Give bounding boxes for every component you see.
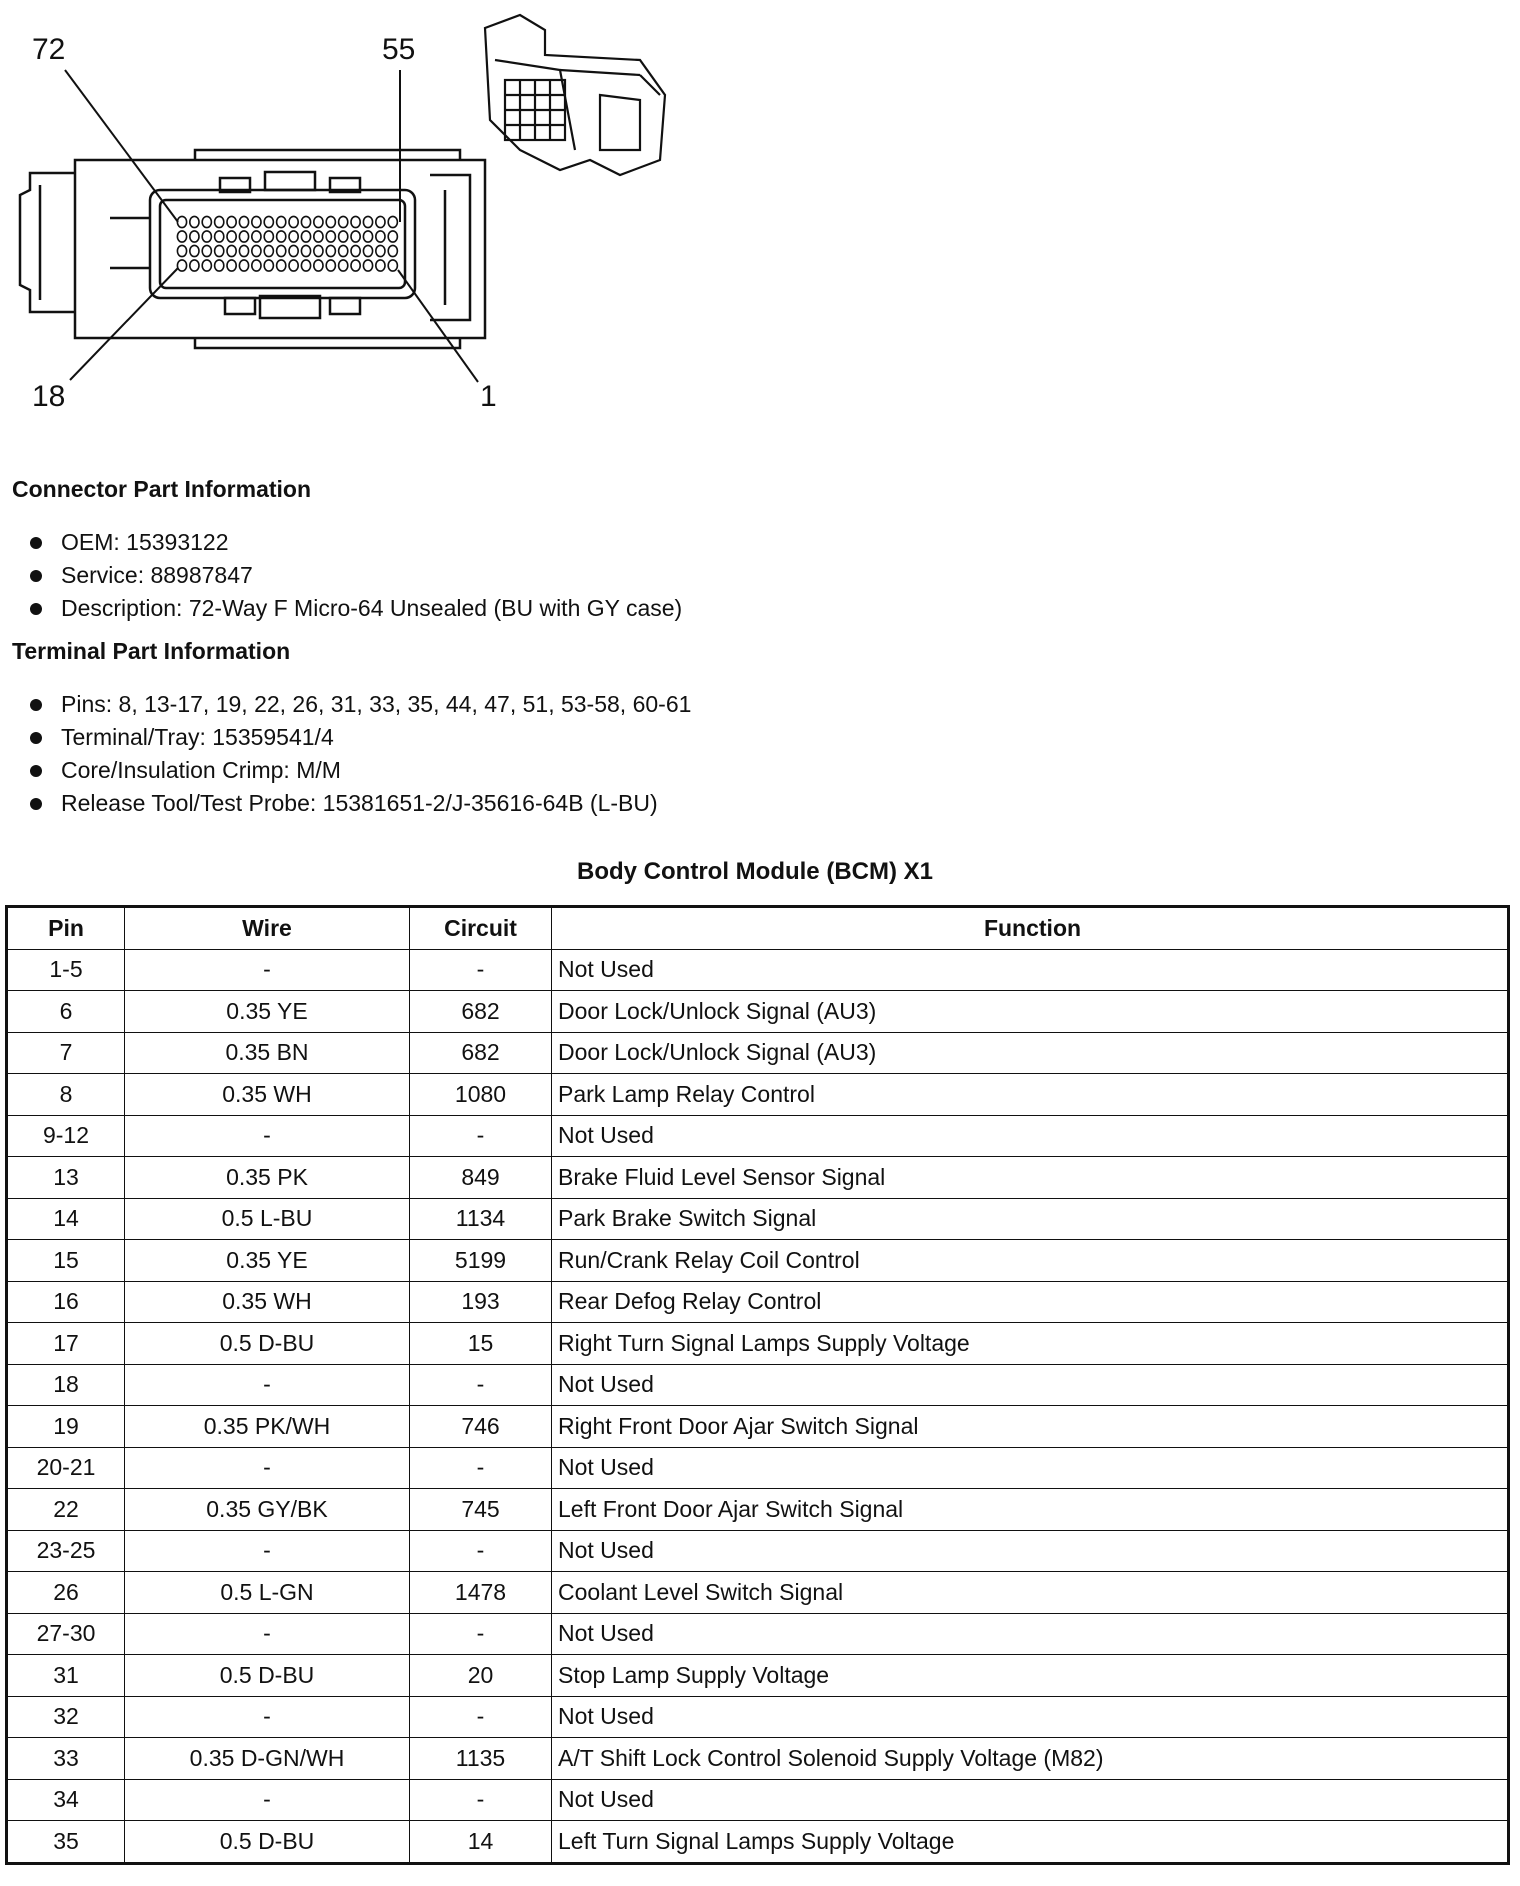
- cell-wire: -: [125, 1115, 410, 1157]
- leader-line-18: [70, 268, 178, 380]
- pin-hole: [190, 216, 199, 227]
- table-row: [7, 1489, 1509, 1531]
- cell-pin: 17: [7, 1323, 125, 1365]
- header-pin: Pin: [7, 907, 125, 950]
- cell-wire: -: [125, 1530, 410, 1572]
- cell-pin: 35: [7, 1821, 125, 1864]
- pin-hole: [289, 245, 298, 256]
- pin-hole: [326, 260, 335, 271]
- pin-hole: [314, 216, 323, 227]
- cell-function: Right Front Door Ajar Switch Signal: [552, 1406, 1509, 1448]
- cell-pin: 7: [7, 1032, 125, 1074]
- pin-hole: [202, 216, 211, 227]
- cell-wire: 0.35 WH: [125, 1074, 410, 1116]
- cell-wire: 0.5 L-BU: [125, 1198, 410, 1240]
- pin-hole: [215, 245, 224, 256]
- cell-wire: 0.35 YE: [125, 1240, 410, 1282]
- pin-hole: [388, 231, 397, 242]
- cell-pin: 13: [7, 1157, 125, 1199]
- cell-circuit: -: [410, 1779, 552, 1821]
- pin-hole: [363, 216, 372, 227]
- table-row: [7, 1447, 1509, 1489]
- cell-wire: -: [125, 949, 410, 991]
- cell-pin: 33: [7, 1738, 125, 1780]
- cell-pin: 6: [7, 991, 125, 1033]
- pin-hole: [351, 245, 360, 256]
- cell-pin: 20-21: [7, 1447, 125, 1489]
- cell-function: Not Used: [552, 1115, 1509, 1157]
- pin-hole: [339, 231, 348, 242]
- pin-hole: [314, 260, 323, 271]
- table-row: [7, 1779, 1509, 1821]
- pin-hole: [252, 260, 261, 271]
- pin-hole: [177, 216, 186, 227]
- cell-pin: 22: [7, 1489, 125, 1531]
- connector-item: [28, 592, 682, 625]
- table-row: [7, 1530, 1509, 1572]
- terminal-item: [28, 688, 691, 721]
- table-row: [7, 1323, 1509, 1365]
- cell-function: Park Brake Switch Signal: [552, 1198, 1509, 1240]
- cell-function: Not Used: [552, 1613, 1509, 1655]
- bullet-icon: [30, 603, 42, 615]
- cell-pin: 32: [7, 1696, 125, 1738]
- cell-function: Not Used: [552, 949, 1509, 991]
- cell-pin: 15: [7, 1240, 125, 1282]
- connector-part-heading: Connector Part Information: [12, 476, 312, 502]
- cell-pin: 18: [7, 1364, 125, 1406]
- pin-hole: [376, 216, 385, 227]
- terminal-part-list: [28, 688, 691, 820]
- pin-holes: [177, 216, 397, 271]
- cell-function: Door Lock/Unlock Signal (AU3): [552, 991, 1509, 1033]
- cell-circuit: 682: [410, 991, 552, 1033]
- cell-wire: 0.35 GY/BK: [125, 1489, 410, 1531]
- pin-hole: [351, 216, 360, 227]
- pin-hole: [388, 245, 397, 256]
- pin-hole: [190, 260, 199, 271]
- connector-item: [28, 559, 682, 592]
- cell-circuit: 1478: [410, 1572, 552, 1614]
- pin-hole: [215, 216, 224, 227]
- pin-hole: [252, 216, 261, 227]
- cell-wire: 0.35 BN: [125, 1032, 410, 1074]
- cell-circuit: 682: [410, 1032, 552, 1074]
- pin-hole: [289, 231, 298, 242]
- pin-hole: [301, 260, 310, 271]
- cell-pin: 19: [7, 1406, 125, 1448]
- pin-hole: [227, 245, 236, 256]
- pin-hole: [239, 216, 248, 227]
- table-row: [7, 1364, 1509, 1406]
- cell-wire: 0.35 PK/WH: [125, 1406, 410, 1448]
- cell-circuit: -: [410, 1447, 552, 1489]
- cell-function: Not Used: [552, 1530, 1509, 1572]
- pin-hole: [239, 245, 248, 256]
- cell-wire: 0.5 D-BU: [125, 1323, 410, 1365]
- cell-wire: 0.5 D-BU: [125, 1655, 410, 1697]
- connector-item-text: Description: 72-Way F Micro-64 Unsealed (BU with GY case): [61, 595, 683, 621]
- connector-part-list: [28, 526, 682, 625]
- table-row: [7, 1613, 1509, 1655]
- cell-pin: 26: [7, 1572, 125, 1614]
- header-wire: Wire: [125, 907, 410, 950]
- cell-wire: 0.35 D-GN/WH: [125, 1738, 410, 1780]
- connector-face-drawing: [0, 0, 700, 440]
- table-row: [7, 991, 1509, 1033]
- leader-line-72: [65, 70, 178, 222]
- table-row: [7, 1240, 1509, 1282]
- connector-item: [28, 526, 682, 559]
- pin-hole: [177, 231, 186, 242]
- pin-hole: [376, 245, 385, 256]
- pin-hole: [227, 260, 236, 271]
- pin-hole: [252, 231, 261, 242]
- connector-item-text: OEM: 15393122: [61, 529, 229, 555]
- terminal-part-heading: Terminal Part Information: [12, 638, 291, 664]
- header-circuit: Circuit: [410, 907, 552, 950]
- pin-hole: [363, 245, 372, 256]
- table-row: [7, 1696, 1509, 1738]
- table-row: [7, 1572, 1509, 1614]
- bullet-icon: [30, 537, 42, 549]
- connector-perspective-drawing: [485, 15, 665, 175]
- cell-pin: 34: [7, 1779, 125, 1821]
- cell-function: Brake Fluid Level Sensor Signal: [552, 1157, 1509, 1199]
- cell-pin: 16: [7, 1281, 125, 1323]
- cell-circuit: 1135: [410, 1738, 552, 1780]
- pin-label-72: 72: [32, 33, 66, 66]
- cell-function: Not Used: [552, 1779, 1509, 1821]
- cell-wire: -: [125, 1364, 410, 1406]
- cell-wire: 0.5 L-GN: [125, 1572, 410, 1614]
- cell-function: Left Front Door Ajar Switch Signal: [552, 1489, 1509, 1531]
- pin-hole: [339, 260, 348, 271]
- table-row: [7, 949, 1509, 991]
- pin-hole: [264, 245, 273, 256]
- pin-hole: [202, 245, 211, 256]
- cell-wire: -: [125, 1696, 410, 1738]
- terminal-item-text: Core/Insulation Crimp: M/M: [61, 757, 341, 783]
- cell-circuit: 849: [410, 1157, 552, 1199]
- pin-hole: [264, 260, 273, 271]
- table-row: [7, 1281, 1509, 1323]
- pin-hole: [363, 260, 372, 271]
- cell-circuit: 746: [410, 1406, 552, 1448]
- pin-hole: [363, 231, 372, 242]
- pin-hole: [239, 231, 248, 242]
- pin-hole: [314, 245, 323, 256]
- cell-circuit: 5199: [410, 1240, 552, 1282]
- cell-wire: 0.35 WH: [125, 1281, 410, 1323]
- pin-label-1: 1: [480, 380, 497, 413]
- cell-circuit: 20: [410, 1655, 552, 1697]
- bullet-icon: [30, 765, 42, 777]
- cell-function: A/T Shift Lock Control Solenoid Supply Voltage (M82): [552, 1738, 1509, 1780]
- cell-wire: -: [125, 1447, 410, 1489]
- bullet-icon: [30, 732, 42, 744]
- pin-hole: [314, 231, 323, 242]
- cell-function: Not Used: [552, 1364, 1509, 1406]
- cell-circuit: -: [410, 1613, 552, 1655]
- pin-hole: [215, 231, 224, 242]
- cell-function: Coolant Level Switch Signal: [552, 1572, 1509, 1614]
- pin-label-18: 18: [32, 380, 66, 413]
- pin-hole: [339, 216, 348, 227]
- cell-circuit: -: [410, 1530, 552, 1572]
- cell-circuit: -: [410, 1364, 552, 1406]
- terminal-item: [28, 721, 691, 754]
- table-row: [7, 1406, 1509, 1448]
- pin-hole: [326, 245, 335, 256]
- cell-circuit: 1080: [410, 1074, 552, 1116]
- pin-hole: [388, 260, 397, 271]
- pin-hole: [289, 216, 298, 227]
- table-row: [7, 1074, 1509, 1116]
- cell-pin: 8: [7, 1074, 125, 1116]
- cell-circuit: 193: [410, 1281, 552, 1323]
- pin-hole: [351, 260, 360, 271]
- pin-hole: [227, 216, 236, 227]
- pin-hole: [376, 231, 385, 242]
- pin-hole: [326, 216, 335, 227]
- cell-function: Door Lock/Unlock Signal (AU3): [552, 1032, 1509, 1074]
- terminal-item: [28, 754, 691, 787]
- cell-circuit: -: [410, 949, 552, 991]
- cell-circuit: 15: [410, 1323, 552, 1365]
- pin-hole: [202, 260, 211, 271]
- table-row: [7, 1032, 1509, 1074]
- cell-wire: 0.35 PK: [125, 1157, 410, 1199]
- pinout-table: [5, 905, 1510, 1865]
- pin-hole: [388, 216, 397, 227]
- pin-hole: [301, 245, 310, 256]
- cell-function: Left Turn Signal Lamps Supply Voltage: [552, 1821, 1509, 1864]
- cell-circuit: 1134: [410, 1198, 552, 1240]
- pin-hole: [277, 245, 286, 256]
- cell-pin: 9-12: [7, 1115, 125, 1157]
- pin-hole: [177, 260, 186, 271]
- cell-function: Run/Crank Relay Coil Control: [552, 1240, 1509, 1282]
- cell-circuit: 14: [410, 1821, 552, 1864]
- pin-hole: [376, 260, 385, 271]
- pin-hole: [215, 260, 224, 271]
- table-row: [7, 1821, 1509, 1864]
- pin-hole: [264, 216, 273, 227]
- table-row: [7, 1115, 1509, 1157]
- pin-hole: [277, 231, 286, 242]
- bullet-icon: [30, 798, 42, 810]
- cell-function: Rear Defog Relay Control: [552, 1281, 1509, 1323]
- pin-hole: [202, 231, 211, 242]
- table-title: Body Control Module (BCM) X1: [577, 858, 933, 885]
- cell-circuit: -: [410, 1696, 552, 1738]
- cell-wire: -: [125, 1613, 410, 1655]
- bullet-icon: [30, 570, 42, 582]
- cell-pin: 14: [7, 1198, 125, 1240]
- pin-hole: [326, 231, 335, 242]
- table-row: [7, 1655, 1509, 1697]
- bullet-icon: [30, 699, 42, 711]
- pin-hole: [351, 231, 360, 242]
- table-row: [7, 1738, 1509, 1780]
- pin-hole: [177, 245, 186, 256]
- cell-pin: 27-30: [7, 1613, 125, 1655]
- terminal-item-text: Terminal/Tray: 15359541/4: [61, 724, 334, 750]
- pin-hole: [289, 260, 298, 271]
- pin-hole: [339, 245, 348, 256]
- pin-hole: [277, 260, 286, 271]
- pin-label-55: 55: [382, 33, 416, 66]
- pin-hole: [301, 231, 310, 242]
- header-function: Function: [552, 907, 1509, 950]
- connector-item-text: Service: 88987847: [61, 562, 253, 588]
- cell-circuit: -: [410, 1115, 552, 1157]
- table-row: [7, 1157, 1509, 1199]
- cell-pin: 23-25: [7, 1530, 125, 1572]
- cell-wire: 0.5 D-BU: [125, 1821, 410, 1864]
- leader-line-1: [398, 270, 478, 382]
- pin-hole: [227, 231, 236, 242]
- pin-hole: [301, 216, 310, 227]
- cell-circuit: 745: [410, 1489, 552, 1531]
- cell-pin: 1-5: [7, 949, 125, 991]
- connector-diagram: [0, 0, 700, 440]
- terminal-item-text: Pins: 8, 13-17, 19, 22, 26, 31, 33, 35, 44, 47, 51, 53-58, 60-61: [61, 691, 692, 717]
- cell-function: Stop Lamp Supply Voltage: [552, 1655, 1509, 1697]
- table-row: [7, 1198, 1509, 1240]
- table-header-row: [7, 907, 1509, 950]
- cell-wire: 0.35 YE: [125, 991, 410, 1033]
- terminal-item: [28, 787, 691, 820]
- cell-function: Not Used: [552, 1696, 1509, 1738]
- cell-wire: -: [125, 1779, 410, 1821]
- pin-hole: [252, 245, 261, 256]
- pin-hole: [277, 216, 286, 227]
- pin-hole: [264, 231, 273, 242]
- terminal-item-text: Release Tool/Test Probe: 15381651-2/J-35616-64B (L-BU): [61, 790, 658, 816]
- cell-pin: 31: [7, 1655, 125, 1697]
- pin-hole: [190, 245, 199, 256]
- pin-hole: [239, 260, 248, 271]
- cell-function: Not Used: [552, 1447, 1509, 1489]
- cell-function: Right Turn Signal Lamps Supply Voltage: [552, 1323, 1509, 1365]
- pin-hole: [190, 231, 199, 242]
- cell-function: Park Lamp Relay Control: [552, 1074, 1509, 1116]
